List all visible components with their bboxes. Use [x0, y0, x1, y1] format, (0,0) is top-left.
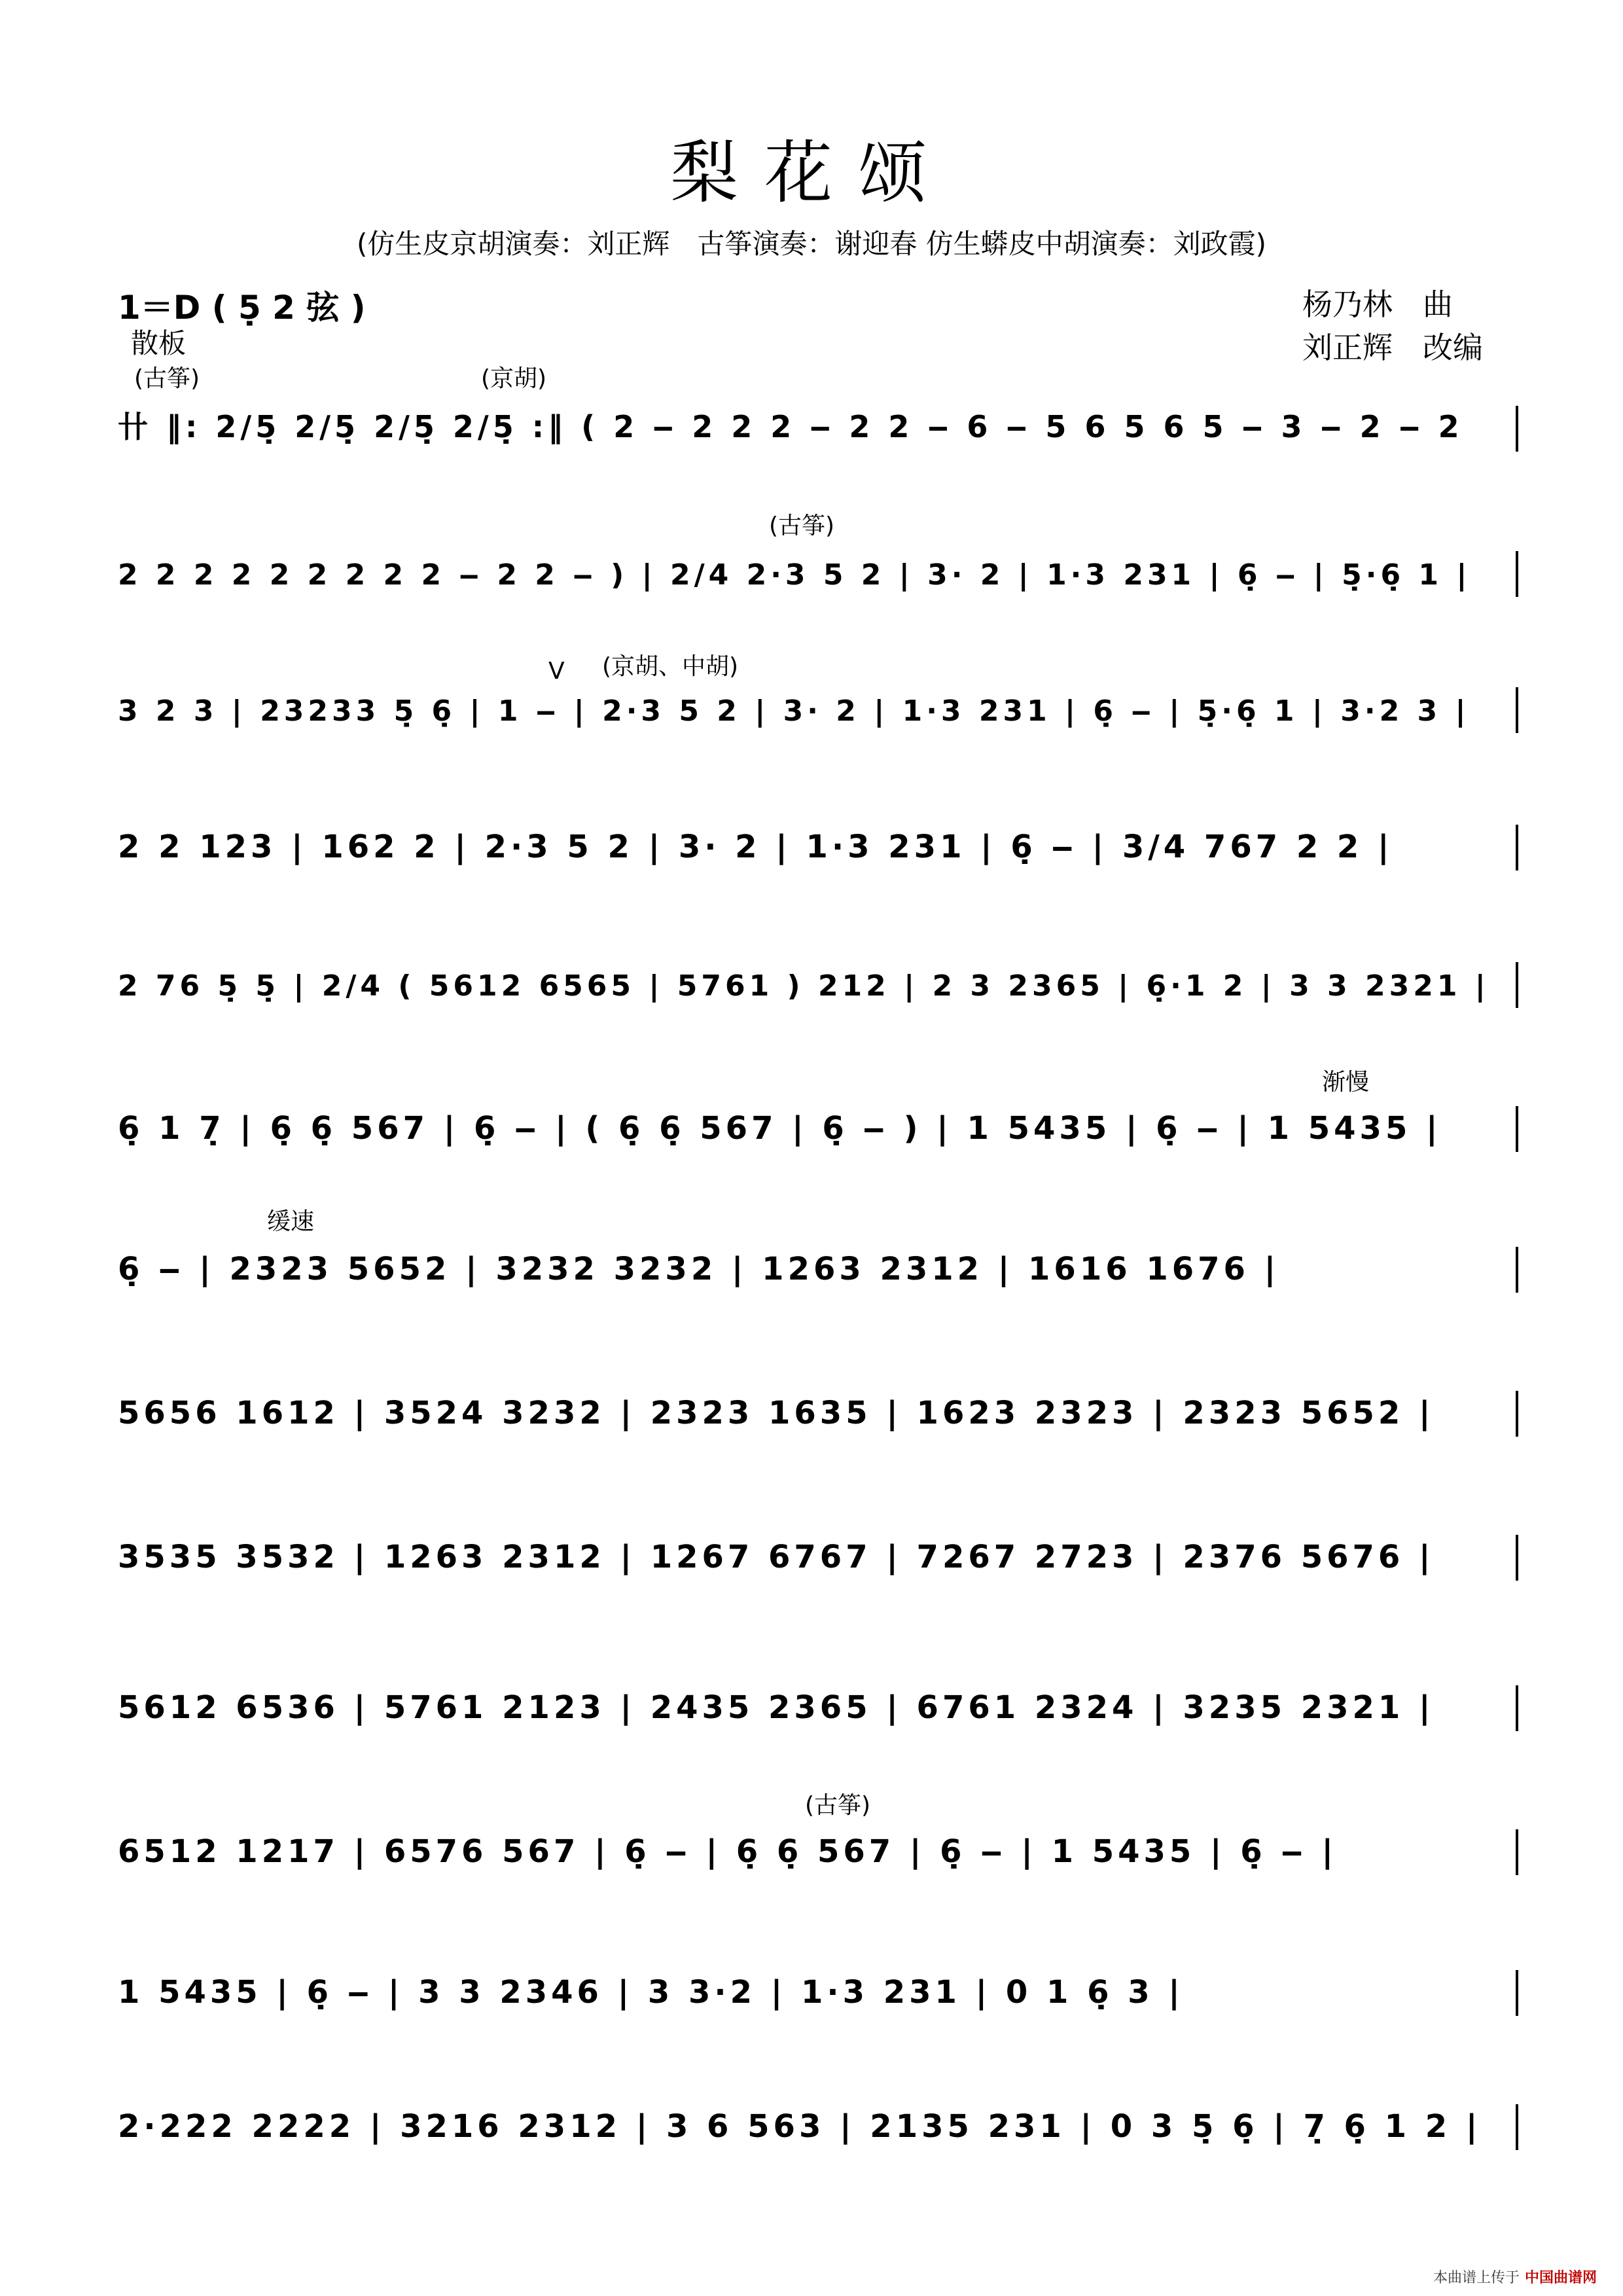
barline — [1516, 1685, 1518, 1731]
watermark-brand: 中国曲谱网 — [1524, 2270, 1597, 2286]
key-signature: 1＝D ( 5̣ 2 弦 ) — [118, 289, 366, 327]
barline — [1516, 962, 1518, 1008]
score-row-9 — [105, 1502, 1518, 1594]
notation-line: 5656 1612 | 3524 3232 | 2323 1635 | 1623 2323 | 2323 5652 | — [118, 1395, 1435, 1431]
notation-line: 3 2 3 | 23233 5̣ 6̣ | 1 ‒ | 2·3 5 2 | 3· 2 | 1·3 231 | 6̣ ‒ | 5̣·6̣ 1 | 3·2 3 | — [118, 694, 1470, 728]
composer: 杨乃林 曲 — [1302, 287, 1453, 322]
notation-line: 6̣ ‒ | 2323 5652 | 3232 3232 | 1263 2312 | 1616 1676 | — [118, 1251, 1280, 1287]
score-row-1 — [105, 373, 1518, 465]
notation-line: 2 2 123 | 162 2 | 2·3 5 2 | 3· 2 | 1·3 231 | 6̣ ‒ | 3/4 767 2 2 | — [118, 829, 1393, 865]
score-row-10 — [105, 1653, 1518, 1744]
score-row-8 — [105, 1358, 1518, 1450]
notation-line: 2 2 2 2 2 2 2 2 2 ‒ 2 2 ‒ ) | 2/4 2·3 5 2 | 3· 2 | 1·3 231 | 6̣ ‒ | 5̣·6̣ 1 | — [118, 558, 1471, 592]
score-row-2 — [105, 518, 1518, 610]
barline — [1516, 825, 1518, 870]
instrument-label-jinghu-zhonghu: (京胡、中胡) — [602, 653, 739, 680]
watermark — [1433, 2267, 1597, 2287]
score-row-7 — [105, 1214, 1518, 1306]
barline — [1516, 1106, 1518, 1152]
barline — [1516, 1970, 1518, 2016]
watermark-text: 本曲谱上传于 — [1433, 2270, 1520, 2286]
tempo-marking: 散板 — [131, 327, 187, 359]
instrument-label-guzheng-3: (古筝) — [805, 1792, 871, 1819]
score-row-3 — [105, 655, 1518, 746]
performer-credits: (仿生皮京胡演奏：刘正辉 古筝演奏：谢迎春 仿生蟒皮中胡演奏：刘政霞) — [356, 228, 1267, 260]
score-row-12 — [105, 1937, 1518, 2029]
score-row-5 — [105, 929, 1518, 1021]
instrument-label-guzheng-2: (古筝) — [769, 512, 835, 539]
notation-line: 5612 6536 | 5761 2123 | 2435 2365 | 6761 2324 | 3235 2321 | — [118, 1689, 1435, 1726]
barline — [1516, 1391, 1518, 1437]
barline — [1516, 1247, 1518, 1293]
page-title: 梨花颂 — [669, 133, 953, 213]
composer-credits — [1302, 283, 1483, 369]
barline — [1516, 2104, 1518, 2150]
notation-line: 2 76 5̣ 5̣ | 2/4 ( 5612 6565 | 5761 ) 212 | 2 3 2365 | 6̣·1 2 | 3 3 2321 | — [118, 969, 1489, 1003]
instrument-label-guzheng: (古筝) — [134, 365, 200, 392]
barline — [1516, 687, 1518, 733]
barline — [1516, 1829, 1518, 1875]
breath-mark: V — [548, 658, 565, 685]
score-row-11 — [105, 1797, 1518, 1888]
notation-line: 卄 ‖: 2/5̣ 2/5̣ 2/5̣ 2/5̣ :‖ ( 2 ‒ 2 2 2 ‒ 2 2 ‒ 6 ‒ 5 6 5 6 5 ‒ 3 ‒ 2 ‒ 2 — [118, 409, 1463, 444]
score-row-13 — [105, 2072, 1518, 2163]
tempo-ritardando: 渐慢 — [1322, 1069, 1370, 1096]
barline — [1516, 1535, 1518, 1581]
notation-line: 2·222 2222 | 3216 2312 | 3 6 563 | 2135 231 | 0 3 5̣ 6̣ | 7̣ 6̣ 1 2 | — [118, 2108, 1482, 2145]
instrument-label-jinghu: (京胡) — [481, 365, 547, 392]
score-row-6 — [105, 1073, 1518, 1165]
barline — [1516, 551, 1518, 597]
notation-line: 1 5435 | 6̣ ‒ | 3 3 2346 | 3 3·2 | 1·3 231 | 0 1 6̣ 3 | — [118, 1974, 1184, 2011]
score-row-4 — [105, 792, 1518, 884]
notation-line: 3535 3532 | 1263 2312 | 1267 6767 | 7267 2723 | 2376 5676 | — [118, 1539, 1435, 1575]
arranger: 刘正辉 改编 — [1302, 330, 1483, 365]
tempo-slow: 缓速 — [267, 1208, 315, 1235]
notation-line: 6̣ 1 7̣ | 6̣ 6̣ 567 | 6̣ ‒ | ( 6̣ 6̣ 567 | 6̣ ‒ ) | 1 5435 | 6̣ ‒ | 1 5435 | — [118, 1110, 1442, 1147]
barline — [1516, 406, 1518, 452]
notation-line: 6512 1217 | 6576 567 | 6̣ ‒ | 6̣ 6̣ 567 | 6̣ ‒ | 1 5435 | 6̣ ‒ | — [118, 1833, 1337, 1870]
